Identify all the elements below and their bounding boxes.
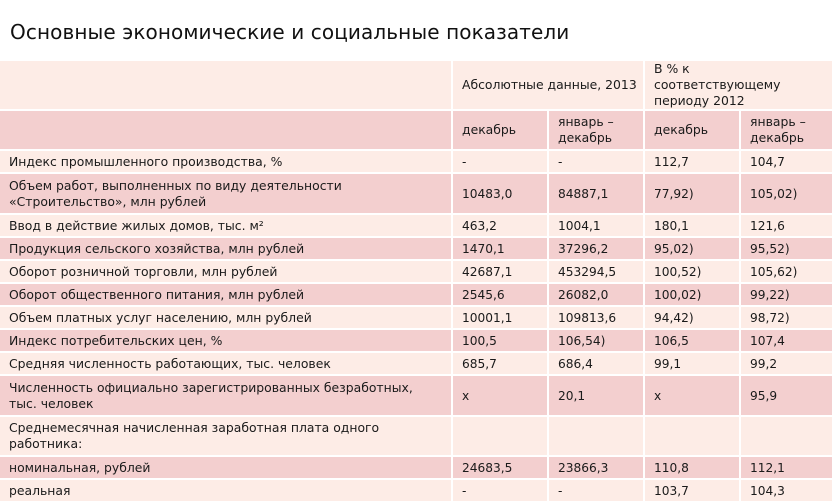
cell-value: - — [549, 151, 643, 172]
cell-value: x — [453, 376, 547, 415]
cell-value: 686,4 — [549, 353, 643, 374]
cell-value: 103,7 — [645, 480, 739, 501]
cell-value — [549, 417, 643, 455]
header-december-pct: декабрь — [645, 111, 739, 149]
cell-value: 109813,6 — [549, 307, 643, 328]
header-absolute-data: Абсолютные данные, 2013 — [453, 61, 643, 109]
cell-value: 110,8 — [645, 457, 739, 478]
table-row — [0, 417, 832, 455]
row-label: реальная — [0, 480, 451, 501]
table-row — [0, 151, 832, 172]
table-row — [0, 376, 832, 415]
cell-value: 94,42) — [645, 307, 739, 328]
cell-value: 121,6 — [741, 215, 832, 236]
cell-value: - — [453, 151, 547, 172]
cell-value: 99,2 — [741, 353, 832, 374]
cell-value: 112,1 — [741, 457, 832, 478]
cell-value: 23866,3 — [549, 457, 643, 478]
cell-value: 685,7 — [453, 353, 547, 374]
table-row — [0, 261, 832, 282]
cell-value: - — [453, 480, 547, 501]
cell-value: 98,72) — [741, 307, 832, 328]
cell-value: 42687,1 — [453, 261, 547, 282]
row-label: Объем платных услуг населению, млн рублей — [0, 307, 451, 328]
row-label: Продукция сельского хозяйства, млн рублей — [0, 238, 451, 259]
table-row — [0, 238, 832, 259]
table-row — [0, 174, 832, 213]
cell-value: 100,5 — [453, 330, 547, 351]
row-label: Оборот общественного питания, млн рублей — [0, 284, 451, 305]
page-title: Основные экономические и социальные показатели — [10, 20, 570, 44]
cell-value: 453294,5 — [549, 261, 643, 282]
row-label: Ввод в действие жилых домов, тыс. м² — [0, 215, 451, 236]
header-percent-2012: В % к соответствующему периоду 2012 — [645, 61, 832, 109]
cell-value: 105,62) — [741, 261, 832, 282]
cell-value: 100,02) — [645, 284, 739, 305]
row-label: Индекс промышленного производства, % — [0, 151, 451, 172]
table-row — [0, 215, 832, 236]
cell-value: 106,54) — [549, 330, 643, 351]
cell-value: 84887,1 — [549, 174, 643, 213]
cell-value: - — [549, 480, 643, 501]
cell-value: 99,1 — [645, 353, 739, 374]
row-label: Индекс потребительских цен, % — [0, 330, 451, 351]
cell-value: 463,2 — [453, 215, 547, 236]
header-empty-cell — [0, 111, 451, 149]
cell-value: 95,9 — [741, 376, 832, 415]
cell-value: 1470,1 — [453, 238, 547, 259]
row-label: Среднемесячная начисленная заработная плата одного работника: — [0, 417, 451, 455]
header-december-abs: декабрь — [453, 111, 547, 149]
cell-value: 10483,0 — [453, 174, 547, 213]
cell-value: 105,02) — [741, 174, 832, 213]
cell-value: 104,7 — [741, 151, 832, 172]
cell-value: 37296,2 — [549, 238, 643, 259]
cell-value: 20,1 — [549, 376, 643, 415]
table-row — [0, 457, 832, 478]
header-empty-cell — [0, 61, 451, 109]
cell-value — [741, 417, 832, 455]
row-label: Средняя численность работающих, тыс. человек — [0, 353, 451, 374]
cell-value: 95,52) — [741, 238, 832, 259]
cell-value: 180,1 — [645, 215, 739, 236]
header-jan-dec-pct: январь – декабрь — [741, 111, 832, 149]
cell-value: 2545,6 — [453, 284, 547, 305]
row-label: номинальная, рублей — [0, 457, 451, 478]
cell-value: 26082,0 — [549, 284, 643, 305]
cell-value — [645, 417, 739, 455]
cell-value — [453, 417, 547, 455]
table-row — [0, 284, 832, 305]
table-row — [0, 330, 832, 351]
cell-value: 95,02) — [645, 238, 739, 259]
header-jan-dec-abs: январь – декабрь — [549, 111, 643, 149]
cell-value: 107,4 — [741, 330, 832, 351]
cell-value: 100,52) — [645, 261, 739, 282]
cell-value: 104,3 — [741, 480, 832, 501]
header-row-periods — [0, 111, 832, 149]
header-row-groups — [0, 61, 832, 109]
cell-value: 77,92) — [645, 174, 739, 213]
table-row — [0, 307, 832, 328]
row-label: Объем работ, выполненных по виду деятельности «Строительство», млн рублей — [0, 174, 451, 213]
cell-value: 106,5 — [645, 330, 739, 351]
cell-value: 10001,1 — [453, 307, 547, 328]
cell-value: 112,7 — [645, 151, 739, 172]
cell-value: 24683,5 — [453, 457, 547, 478]
table-row — [0, 353, 832, 374]
cell-value: 99,22) — [741, 284, 832, 305]
row-label: Оборот розничной торговли, млн рублей — [0, 261, 451, 282]
cell-value: 1004,1 — [549, 215, 643, 236]
table-row — [0, 480, 832, 501]
indicators-table — [0, 59, 832, 503]
cell-value: x — [645, 376, 739, 415]
row-label: Численность официально зарегистрированных безработных, тыс. человек — [0, 376, 451, 415]
